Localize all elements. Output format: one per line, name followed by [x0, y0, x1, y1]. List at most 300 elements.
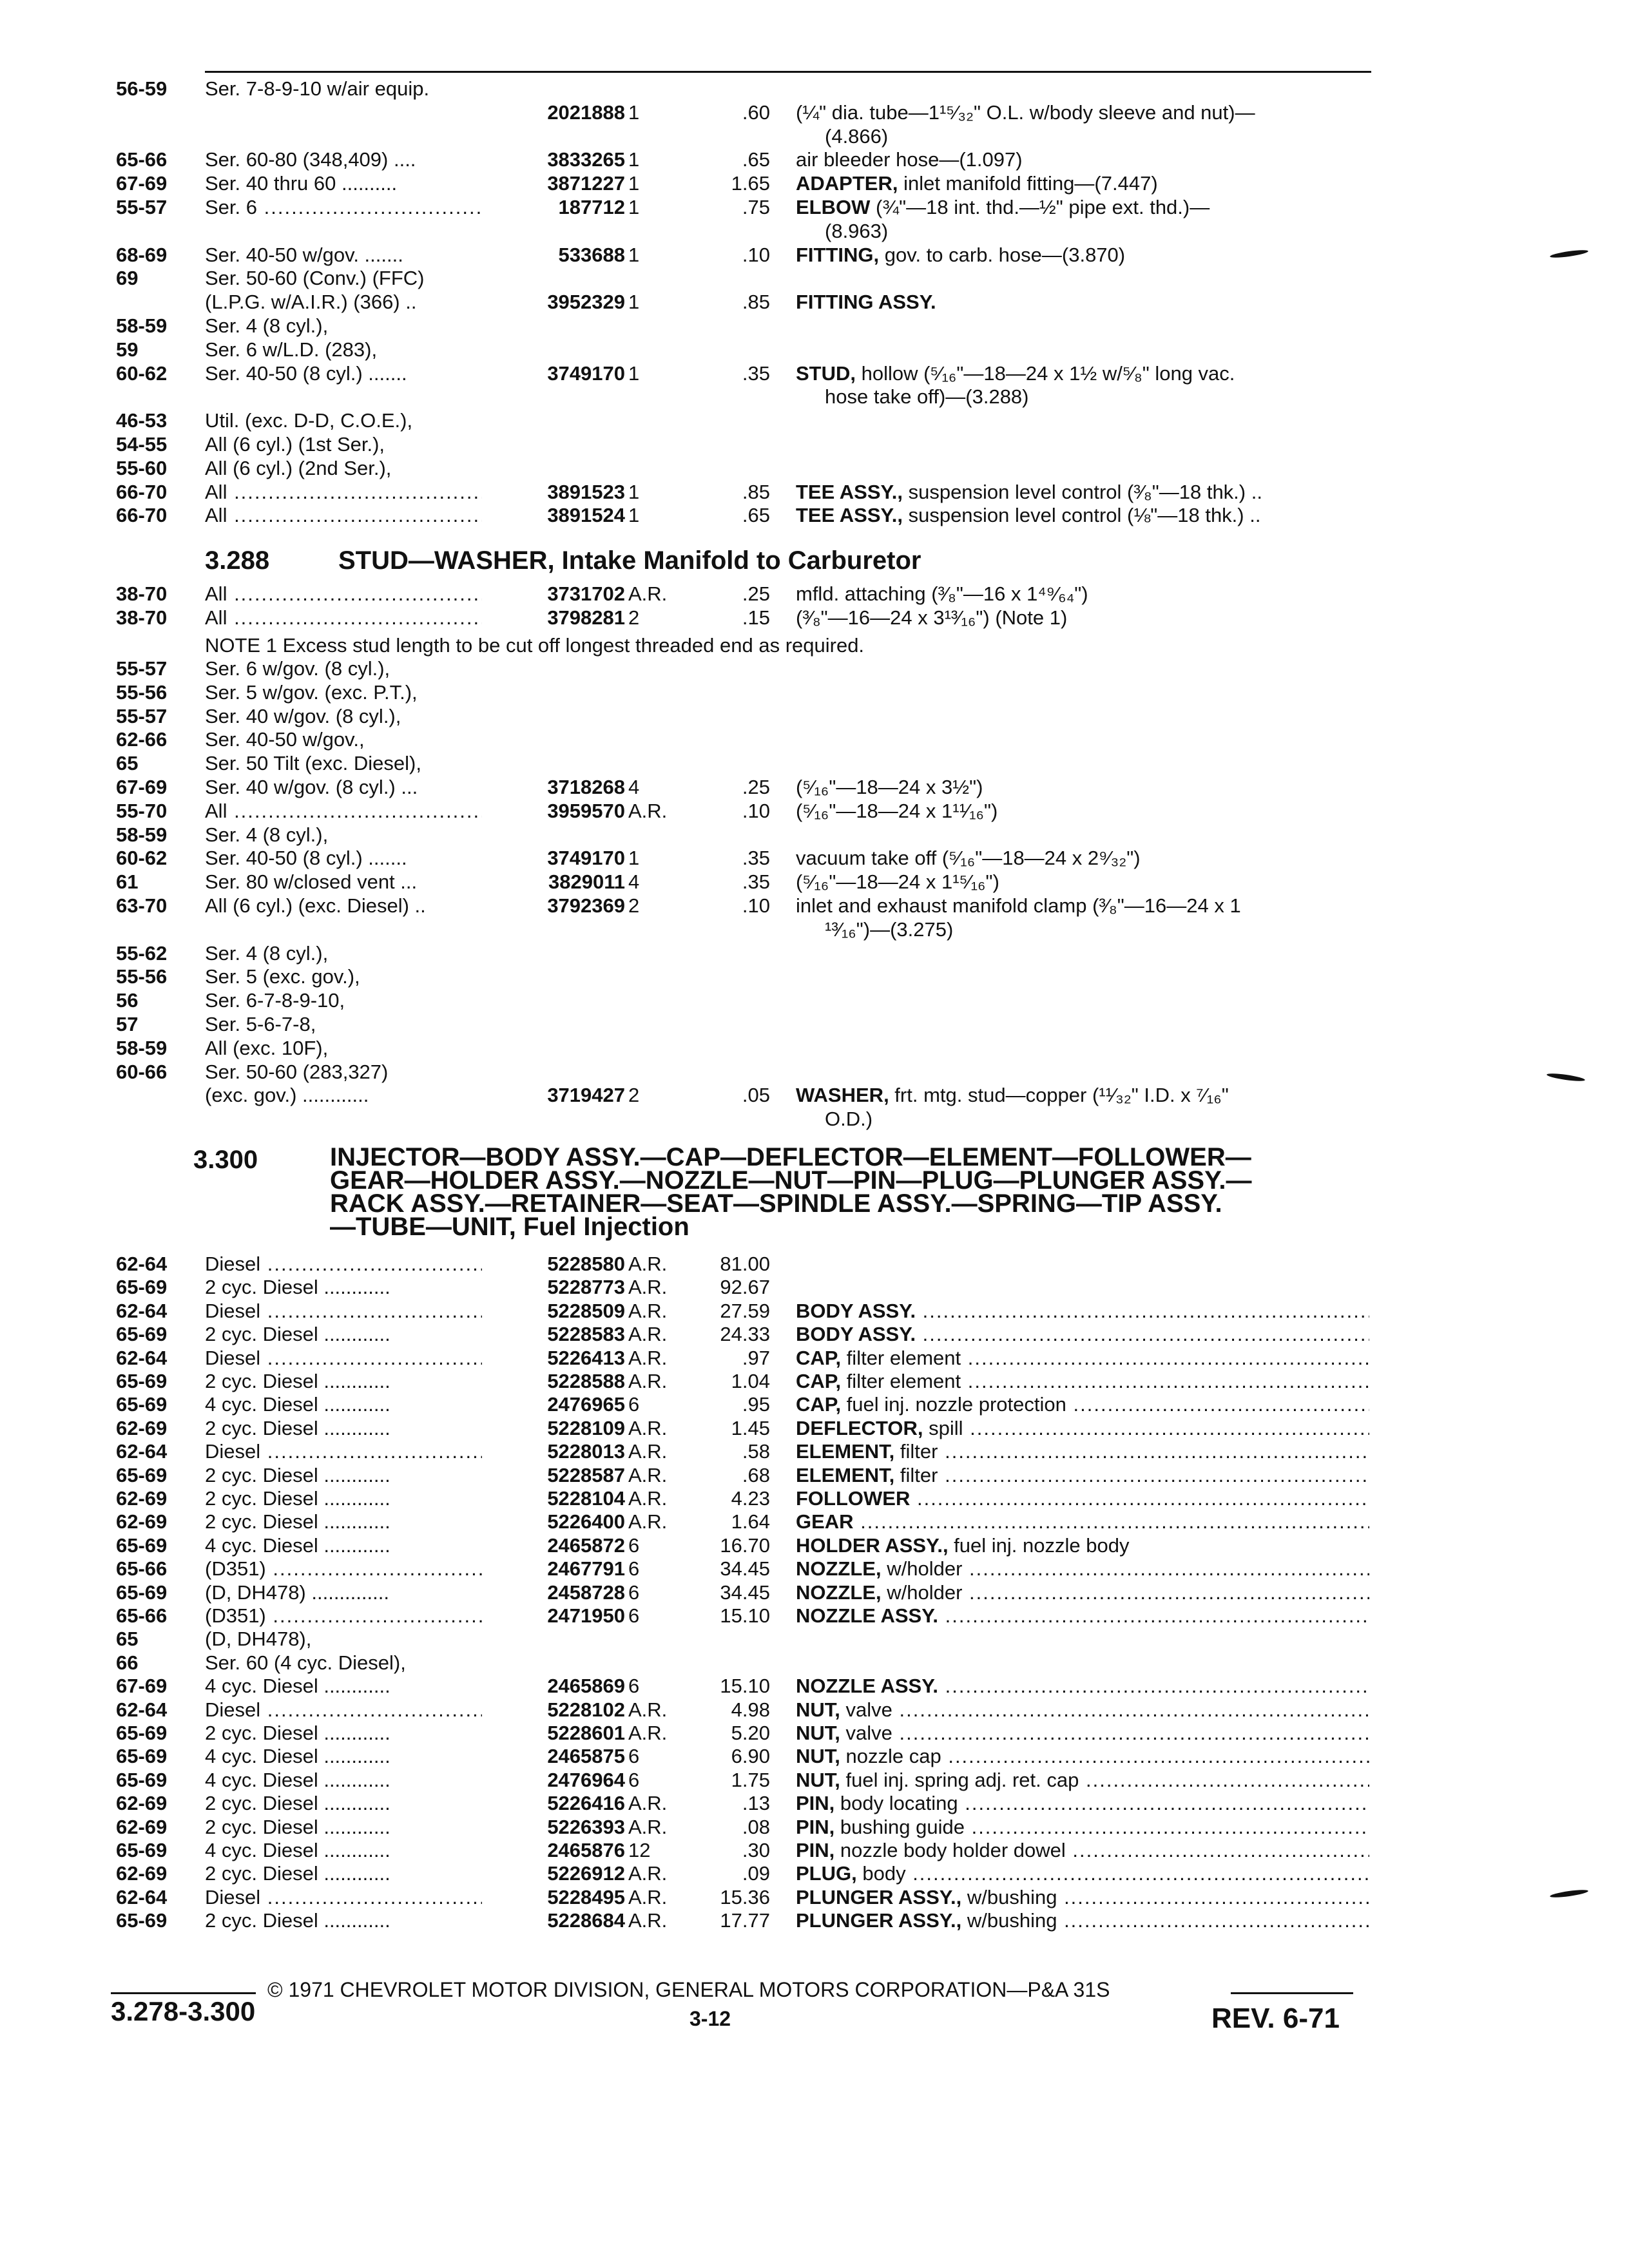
- section-3300-title: [330, 1143, 1252, 1241]
- part-number: 5226912: [547, 1862, 625, 1885]
- model-year: 59: [116, 338, 139, 361]
- list-price: .85: [742, 291, 770, 314]
- model-year: 55-62: [116, 941, 168, 965]
- part-description: [796, 361, 1369, 387]
- list-item: [0, 1035, 1629, 1061]
- model-year: 61: [116, 870, 139, 894]
- part-description-continued: (8.963): [825, 219, 889, 242]
- list-item: [0, 869, 1629, 895]
- series-description: Ser. 5 w/gov. (exc. P.T.),: [205, 680, 418, 704]
- part-number: 533688: [558, 243, 625, 266]
- quantity: 1: [628, 243, 640, 266]
- model-year: 65-66: [116, 1557, 168, 1581]
- list-price: 34.45: [720, 1557, 770, 1581]
- part-name: PIN,: [796, 1839, 835, 1861]
- series-description: Util. (exc. D-D, C.O.E.),: [205, 409, 413, 432]
- list-item: [0, 265, 1629, 291]
- list-item: [0, 337, 1629, 363]
- quantity: A.R.: [628, 1885, 668, 1908]
- part-detail: filter element: [841, 1370, 961, 1392]
- quantity: 2: [628, 1084, 640, 1107]
- part-detail: (³⁄₈"—16—24 x 3¹³⁄₁₆") (Note 1): [796, 606, 1068, 629]
- part-number: 5226393: [547, 1815, 625, 1838]
- part-number: 5228102: [547, 1698, 625, 1721]
- part-number: 5228509: [547, 1299, 625, 1322]
- part-description: [796, 1838, 1369, 1863]
- quantity: 1: [628, 480, 640, 503]
- part-number: 3891524: [547, 504, 625, 527]
- quantity: 1: [628, 361, 640, 385]
- top-rule: [205, 71, 1371, 73]
- section-3300-title-line-2: GEAR—HOLDER ASSY.—NOZZLE—NUT—PIN—PLUG—PLUNGER ASSY.—: [330, 1166, 1252, 1195]
- quantity: A.R.: [628, 1909, 668, 1932]
- series-description: 2 cyc. Diesel ............: [205, 1792, 390, 1815]
- model-year: 60-62: [116, 361, 168, 385]
- model-year: 62-64: [116, 1299, 168, 1322]
- model-year: 62-64: [116, 1346, 168, 1369]
- list-item: [0, 147, 1629, 173]
- part-name: CAP,: [796, 1393, 842, 1416]
- series-description: (D, DH478),: [205, 1628, 312, 1651]
- series-description: 4 cyc. Diesel ............: [205, 1675, 390, 1698]
- list-item: [0, 479, 1629, 505]
- list-item: [0, 456, 1629, 481]
- quantity: 1: [628, 172, 640, 195]
- part-number: 3952329: [547, 291, 625, 314]
- part-number: 3891523: [547, 480, 625, 503]
- part-description: [796, 798, 1369, 824]
- list-item: [0, 1744, 1629, 1769]
- part-number: 3749170: [547, 361, 625, 385]
- series-description: Ser. 6 w/L.D. (283),: [205, 338, 378, 361]
- series-description: (exc. gov.) ............: [205, 1084, 369, 1107]
- series-description: All .....: [205, 605, 482, 631]
- footer-copyright: © 1971 CHEVROLET MOTOR DIVISION, GENERAL MOTORS CORPORATION—P&A 31S: [267, 1978, 1110, 2001]
- quantity: 6: [628, 1604, 640, 1627]
- part-detail: w/bushing: [961, 1909, 1057, 1932]
- part-detail: filter element: [841, 1346, 961, 1369]
- list-item: [0, 1298, 1629, 1324]
- part-description: [796, 1720, 1369, 1746]
- series-description: 2 cyc. Diesel ............: [205, 1416, 390, 1439]
- part-number: 2465869: [547, 1675, 625, 1698]
- list-item: [0, 1838, 1629, 1863]
- list-item: [0, 822, 1629, 848]
- list-price: 1.65: [731, 172, 770, 195]
- series-description: 2 cyc. Diesel ............: [205, 1909, 390, 1932]
- quantity: 6: [628, 1393, 640, 1416]
- series-description: (D, DH478) ..............: [205, 1581, 389, 1604]
- part-number: 3718268: [547, 776, 625, 798]
- part-detail: bushing guide: [834, 1815, 965, 1838]
- model-year: 54-55: [116, 433, 168, 456]
- footer-rule-left: [111, 1992, 256, 1994]
- series-description: All .....: [205, 798, 482, 824]
- list-item: [0, 1697, 1629, 1723]
- list-price: 5.20: [731, 1722, 770, 1744]
- part-name: PLUG,: [796, 1862, 857, 1885]
- part-description: [796, 1439, 1369, 1465]
- list-price: 15.10: [720, 1604, 770, 1627]
- part-detail: (⁵⁄₁₆"—18—24 x 1¹⁵⁄₁₆"): [796, 870, 999, 894]
- list-item: [0, 1082, 1629, 1108]
- model-year: 63-70: [116, 894, 168, 917]
- model-year: 55-60: [116, 456, 168, 479]
- part-number: 3959570: [547, 799, 625, 822]
- series-description: Ser. 6 .....: [205, 195, 482, 220]
- quantity: 6: [628, 1533, 640, 1557]
- series-description: Diesel .....: [205, 1439, 482, 1465]
- list-price: 1.64: [731, 1510, 770, 1533]
- list-price: 81.00: [720, 1253, 770, 1275]
- series-description: Ser. 60 (4 cyc. Diesel),: [205, 1651, 406, 1674]
- model-year: 66-70: [116, 504, 168, 527]
- note-3288: NOTE 1 Excess stud length to be cut off longest threaded end as required.: [205, 634, 865, 657]
- quantity: 1: [628, 196, 640, 218]
- series-description: 4 cyc. Diesel ............: [205, 1768, 390, 1791]
- model-year: 62-69: [116, 1862, 168, 1885]
- part-description-continued: (4.866): [825, 124, 889, 148]
- part-number: 3871227: [547, 172, 625, 195]
- part-detail: (⁵⁄₁₆"—18—24 x 3½"): [796, 776, 983, 798]
- series-description: Ser. 50 Tilt (exc. Diesel),: [205, 752, 421, 775]
- list-price: 24.33: [720, 1323, 770, 1346]
- series-description: 2 cyc. Diesel ............: [205, 1276, 390, 1299]
- part-number: 5226413: [547, 1346, 625, 1369]
- model-year: 65-69: [116, 1581, 168, 1604]
- part-detail: fuel inj. nozzle protection: [841, 1393, 1066, 1416]
- part-detail: (⁵⁄₁₆"—18—24 x 1¹¹⁄₁₆"): [796, 799, 998, 822]
- part-description-continued: ¹³⁄₁₆")—(3.275): [825, 918, 954, 941]
- section-3300-number: 3.300: [193, 1146, 258, 1174]
- model-year: 65-69: [116, 1909, 168, 1932]
- quantity: A.R.: [628, 1722, 668, 1744]
- quantity: A.R.: [628, 1416, 668, 1439]
- list-price: .35: [742, 847, 770, 870]
- list-item: [0, 432, 1629, 457]
- model-year: 62-66: [116, 728, 168, 751]
- model-year: 65: [116, 1628, 139, 1651]
- part-detail: valve: [840, 1722, 892, 1744]
- series-description: (D351) .....: [205, 1603, 482, 1629]
- model-year: 56-59: [116, 77, 168, 100]
- part-number: 2021888: [547, 101, 625, 124]
- part-name: NOZZLE ASSY.: [796, 1675, 939, 1698]
- part-detail: spill: [923, 1416, 963, 1439]
- part-name: BODY ASSY.: [796, 1323, 916, 1346]
- list-item: [0, 313, 1629, 339]
- series-description: Ser. 40 w/gov. (8 cyl.),: [205, 704, 401, 727]
- part-number: 5228495: [547, 1885, 625, 1908]
- list-price: .25: [742, 582, 770, 605]
- list-item: [0, 1626, 1629, 1652]
- part-detail: (¼" dia. tube—1¹⁵⁄₃₂" O.L. w/body sleeve and nut)—: [796, 101, 1255, 124]
- part-name: NUT,: [796, 1722, 840, 1744]
- part-number: 3731702: [547, 582, 625, 605]
- list-price: .85: [742, 480, 770, 503]
- section-3288-title: STUD—WASHER, Intake Manifold to Carburetor: [338, 546, 921, 575]
- section-3300-title-line-4: —TUBE—UNIT, Fuel Injection: [330, 1213, 689, 1241]
- model-year: 66: [116, 1651, 139, 1674]
- quantity: 4: [628, 776, 640, 798]
- part-description: [796, 1463, 1369, 1488]
- series-description: All (6 cyl.) (exc. Diesel) ..: [205, 894, 426, 917]
- list-item: [0, 171, 1629, 197]
- part-number: 5228109: [547, 1416, 625, 1439]
- part-description: [796, 1791, 1369, 1816]
- list-item: [0, 1885, 1629, 1910]
- part-detail: mfld. attaching (³⁄₈"—16 x 1⁴⁹⁄₆₄"): [796, 582, 1088, 605]
- list-item: [0, 964, 1629, 990]
- part-name: STUD,: [796, 361, 856, 385]
- list-item: [0, 384, 1629, 410]
- part-detail: fuel inj. spring adj. ret. cap: [840, 1768, 1079, 1791]
- model-year: 69: [116, 267, 139, 290]
- part-detail: hollow (⁵⁄₁₆"—18—24 x 1½ w/⁵⁄₈" long vac.: [856, 361, 1235, 385]
- list-item: [0, 1580, 1629, 1606]
- part-name: FOLLOWER: [796, 1487, 911, 1510]
- list-item: [0, 1673, 1629, 1699]
- part-number: 2476964: [547, 1768, 625, 1791]
- list-item: [0, 195, 1629, 220]
- part-description: [796, 581, 1369, 607]
- part-detail: body locating: [834, 1792, 958, 1815]
- quantity: A.R.: [628, 799, 668, 822]
- series-description: Ser. 60-80 (348,409) ....: [205, 148, 416, 171]
- part-name: ELEMENT,: [796, 1440, 895, 1463]
- part-name: PIN,: [796, 1815, 835, 1838]
- list-item: [0, 1439, 1629, 1465]
- list-item: [0, 1012, 1629, 1037]
- part-name: WASHER,: [796, 1084, 889, 1107]
- part-name: CAP,: [796, 1370, 842, 1392]
- part-name: CAP,: [796, 1346, 842, 1369]
- list-item: [0, 1908, 1629, 1934]
- quantity: 6: [628, 1557, 640, 1581]
- series-description: 4 cyc. Diesel ............: [205, 1839, 390, 1861]
- model-year: 55-56: [116, 680, 168, 704]
- part-description: [796, 1744, 1369, 1769]
- series-description: 2 cyc. Diesel ............: [205, 1463, 390, 1486]
- part-number: 3749170: [547, 847, 625, 870]
- series-description: Diesel .....: [205, 1697, 482, 1723]
- part-number: 5226400: [547, 1510, 625, 1533]
- quantity: A.R.: [628, 1862, 668, 1885]
- part-name: NOZZLE,: [796, 1557, 882, 1581]
- list-item: [0, 581, 1629, 607]
- part-number: 5228583: [547, 1323, 625, 1346]
- part-description: [796, 1767, 1369, 1793]
- list-item: [0, 917, 1629, 943]
- part-name: PIN,: [796, 1792, 835, 1815]
- part-detail: valve: [840, 1698, 892, 1721]
- part-description: [796, 1416, 1369, 1441]
- section-3300-title-line-1: INJECTOR—BODY ASSY.—CAP—DEFLECTOR—ELEMENT—FOLLOWER—: [330, 1143, 1251, 1171]
- series-description: Ser. 4 (8 cyl.),: [205, 314, 329, 337]
- list-item: [0, 1556, 1629, 1582]
- quantity: A.R.: [628, 582, 668, 605]
- part-description: [796, 1321, 1369, 1347]
- model-year: 65: [116, 752, 139, 775]
- series-description: Diesel .....: [205, 1251, 482, 1277]
- quantity: A.R.: [628, 1346, 668, 1369]
- model-year: 62-69: [116, 1510, 168, 1533]
- part-description: [796, 242, 1369, 268]
- series-description: Diesel .....: [205, 1298, 482, 1324]
- series-description: Ser. 5-6-7-8,: [205, 1013, 316, 1035]
- list-item: [0, 1392, 1629, 1418]
- part-name: ELEMENT,: [796, 1463, 895, 1486]
- part-description: [796, 1392, 1369, 1418]
- part-description: [796, 1908, 1369, 1934]
- model-year: 58-59: [116, 314, 168, 337]
- part-detail: vacuum take off (⁵⁄₁₆"—18—24 x 2⁹⁄₃₂"): [796, 847, 1141, 870]
- list-price: .10: [742, 243, 770, 266]
- series-description: 2 cyc. Diesel ............: [205, 1722, 390, 1744]
- list-item: [0, 1106, 1629, 1132]
- quantity: 1: [628, 847, 640, 870]
- quantity: 2: [628, 894, 640, 917]
- list-item: [0, 774, 1629, 800]
- list-price: .60: [742, 101, 770, 124]
- part-description-continued: hose take off)—(3.288): [825, 385, 1029, 408]
- model-year: 62-64: [116, 1885, 168, 1908]
- list-item: [0, 1603, 1629, 1629]
- part-description: [796, 605, 1369, 631]
- series-description: Ser. 50-60 (283,327): [205, 1060, 389, 1083]
- series-description: 2 cyc. Diesel ............: [205, 1370, 390, 1392]
- part-detail: air bleeder hose—(1.097): [796, 148, 1023, 171]
- list-price: .10: [742, 799, 770, 822]
- model-year: 65-69: [116, 1393, 168, 1416]
- model-year: 62-64: [116, 1698, 168, 1721]
- quantity: A.R.: [628, 1370, 668, 1392]
- series-description: (L.P.G. w/A.I.R.) (366) ..: [205, 291, 417, 314]
- part-description: [796, 1603, 1369, 1629]
- quantity: 6: [628, 1675, 640, 1698]
- list-price: 15.36: [720, 1885, 770, 1908]
- list-item: [0, 656, 1629, 682]
- part-description: [796, 869, 1369, 895]
- part-number: 5226416: [547, 1792, 625, 1815]
- list-price: .35: [742, 361, 770, 385]
- part-name: NUT,: [796, 1745, 840, 1768]
- part-description: [796, 1673, 1369, 1699]
- part-description: [796, 1861, 1369, 1887]
- model-year: 65-66: [116, 1604, 168, 1627]
- quantity: 4: [628, 870, 640, 894]
- part-detail: frt. mtg. stud—copper (¹¹⁄₃₂" I.D. x ⁷⁄₁₆": [889, 1084, 1229, 1107]
- part-description: [796, 1509, 1369, 1535]
- quantity: 6: [628, 1745, 640, 1768]
- part-name: NOZZLE ASSY.: [796, 1604, 939, 1627]
- list-item: [0, 361, 1629, 387]
- part-description: [796, 1885, 1369, 1910]
- part-description: [796, 1697, 1369, 1723]
- part-name: HOLDER ASSY.,: [796, 1533, 949, 1557]
- part-detail: inlet manifold fitting—(7.447): [898, 172, 1158, 195]
- part-name: NOZZLE,: [796, 1581, 882, 1604]
- series-description: 2 cyc. Diesel ............: [205, 1323, 390, 1346]
- part-name: ELBOW: [796, 196, 871, 218]
- model-year: 65-69: [116, 1768, 168, 1791]
- list-item: [0, 798, 1629, 824]
- model-year: 58-59: [116, 1036, 168, 1059]
- series-description: Ser. 5 (exc. gov.),: [205, 965, 360, 988]
- quantity: 2: [628, 606, 640, 629]
- list-price: 34.45: [720, 1581, 770, 1604]
- part-number: 5228773: [547, 1276, 625, 1299]
- list-price: .10: [742, 894, 770, 917]
- footer-revision: REV. 6-71: [1211, 2003, 1340, 2034]
- part-description-continued: O.D.): [825, 1108, 873, 1131]
- model-year: 57: [116, 1013, 139, 1035]
- part-description: [796, 1345, 1369, 1371]
- list-item: [0, 988, 1629, 1014]
- part-detail: (¾"—18 int. thd.—½" pipe ext. thd.)—: [870, 196, 1210, 218]
- quantity: 1: [628, 148, 640, 171]
- series-description: All (6 cyl.) (2nd Ser.),: [205, 456, 392, 479]
- quantity: 6: [628, 1768, 640, 1791]
- model-year: 38-70: [116, 582, 168, 605]
- model-year: 65-69: [116, 1533, 168, 1557]
- section-3300-title-line-3: RACK ASSY.—RETAINER—SEAT—SPINDLE ASSY.—SPRING—TIP ASSY.: [330, 1189, 1222, 1218]
- model-year: 68-69: [116, 243, 168, 266]
- model-year: 65-69: [116, 1370, 168, 1392]
- part-number: 2465872: [547, 1533, 625, 1557]
- list-item: [0, 893, 1629, 919]
- part-description: [796, 893, 1369, 919]
- part-name: BODY ASSY.: [796, 1299, 916, 1322]
- list-price: 1.75: [731, 1768, 770, 1791]
- list-price: 1.04: [731, 1370, 770, 1392]
- model-year: 55-70: [116, 799, 168, 822]
- part-description: [796, 1298, 1369, 1324]
- part-name: PLUNGER ASSY.,: [796, 1909, 962, 1932]
- list-item: [0, 751, 1629, 776]
- series-description: Ser. 40 w/gov. (8 cyl.) ...: [205, 776, 418, 798]
- list-price: 92.67: [720, 1276, 770, 1299]
- quantity: A.R.: [628, 1510, 668, 1533]
- part-number: 2458728: [547, 1581, 625, 1604]
- part-detail: body: [856, 1862, 906, 1885]
- model-year: 56: [116, 989, 139, 1012]
- series-description: Ser. 40-50 w/gov. .......: [205, 243, 403, 266]
- part-number: 3792369: [547, 894, 625, 917]
- part-detail: filter: [894, 1440, 938, 1463]
- list-price: 17.77: [720, 1909, 770, 1932]
- part-description: [796, 1556, 1369, 1582]
- part-number: 2467791: [547, 1557, 625, 1581]
- series-description: Ser. 40-50 w/gov.,: [205, 728, 365, 751]
- list-price: .95: [742, 1393, 770, 1416]
- part-description: [796, 1814, 1369, 1840]
- series-description: Ser. 4 (8 cyl.),: [205, 823, 329, 846]
- list-price: .25: [742, 776, 770, 798]
- list-price: .58: [742, 1440, 770, 1463]
- series-description: All (exc. 10F),: [205, 1036, 329, 1059]
- part-detail: suspension level control (⅛"—18 thk.) ..: [902, 504, 1261, 527]
- part-detail: w/holder: [881, 1581, 963, 1604]
- list-item: [0, 1791, 1629, 1816]
- part-name: TEE ASSY.,: [796, 504, 903, 527]
- model-year: 55-57: [116, 657, 168, 680]
- part-name: ADAPTER,: [796, 172, 898, 195]
- list-price: .05: [742, 1084, 770, 1107]
- part-description: [796, 1486, 1369, 1512]
- model-year: 38-70: [116, 606, 168, 629]
- part-number: 5228587: [547, 1463, 625, 1486]
